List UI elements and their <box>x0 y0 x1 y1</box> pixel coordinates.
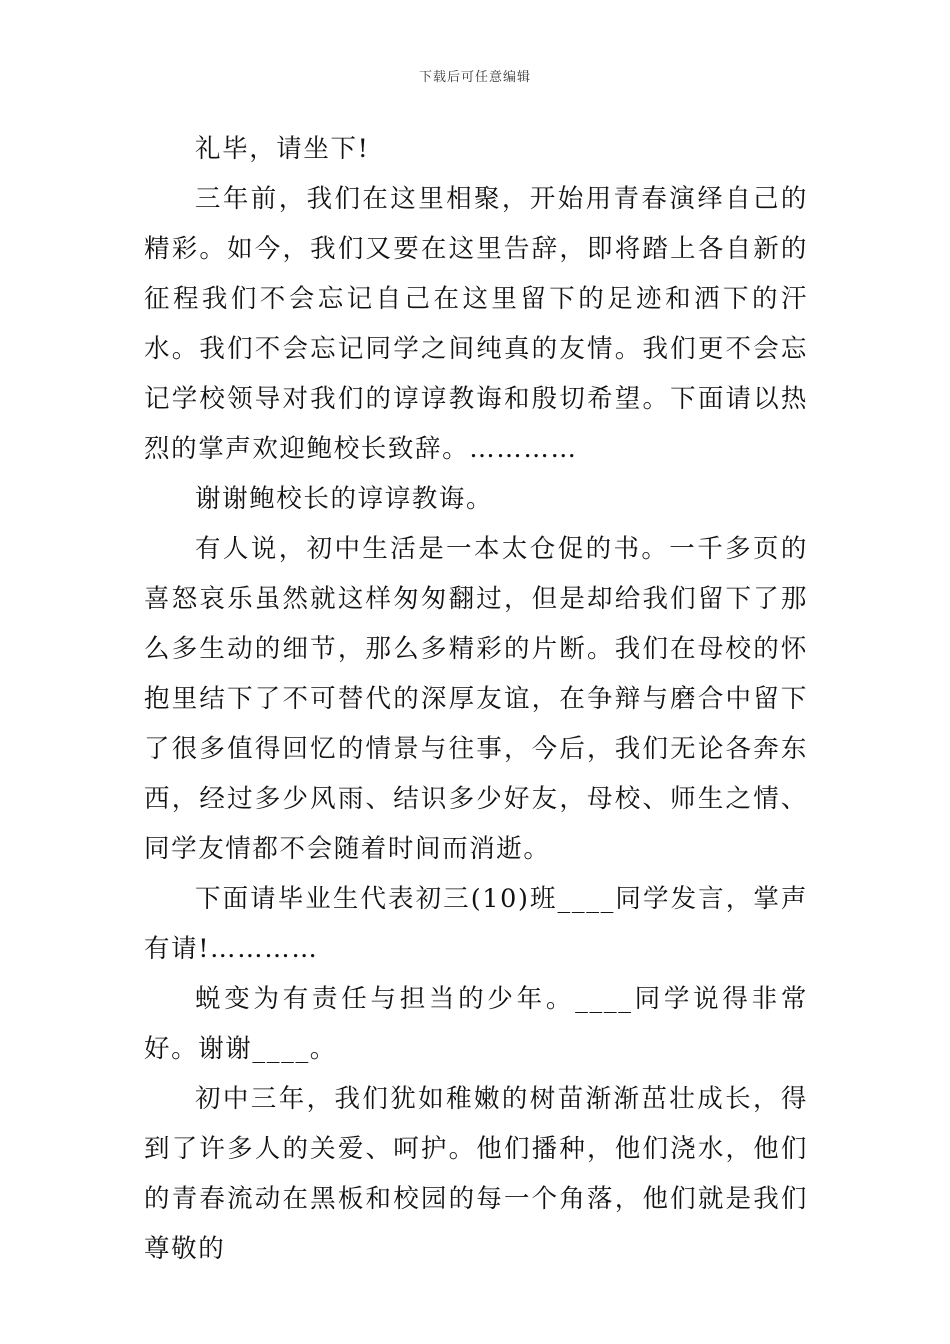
paragraph-thanks-student: 蜕变为有责任与担当的少年。____同学说得非常好。谢谢____。 <box>144 984 808 1064</box>
paragraph-thanks-principal: 谢谢鲍校长的谆谆教诲。 <box>195 484 494 514</box>
paragraph-teachers: 初中三年，我们犹如稚嫩的树苗渐渐茁壮成长，得到了许多人的关爱、呵护。他们播种，他们浇水，他们的青春流动在黑板和校园的每一个角落，他们就是我们尊敬的 <box>144 1084 808 1264</box>
page-header: 下载后可任意编辑 <box>418 70 531 85</box>
paragraph-greeting: 礼毕，请坐下! <box>195 134 370 164</box>
paragraph-opening-speech: 三年前，我们在这里相聚，开始用青春演绎自己的精彩。如今，我们又要在这里告辞，即将踏上各自新的征程我们不会忘记自己在这里留下的足迹和洒下的汗水。我们不会忘记同学之间纯真的友情。我们更不会忘记学校领导对我们的谆谆教诲和殷切希望。下面请以热烈的掌声欢迎鲍校长致辞。………… <box>144 184 808 464</box>
document-body <box>144 124 808 1274</box>
paragraph-student-representative: 下面请毕业生代表初三(10)班____同学发言，掌声有请!………… <box>144 884 808 964</box>
paragraph-middle-school-life: 有人说，初中生活是一本太仓促的书。一千多页的喜怒哀乐虽然就这样匆匆翻过，但是却给我们留下了那么多生动的细节，那么多精彩的片断。我们在母校的怀抱里结下了不可替代的深厚友谊，在争辩与磨合中留下了很多值得回忆的情景与往事，今后，我们无论各奔东西，经过多少风雨、结识多少好友，母校、师生之情、同学友情都不会随着时间而消逝。 <box>144 534 808 864</box>
